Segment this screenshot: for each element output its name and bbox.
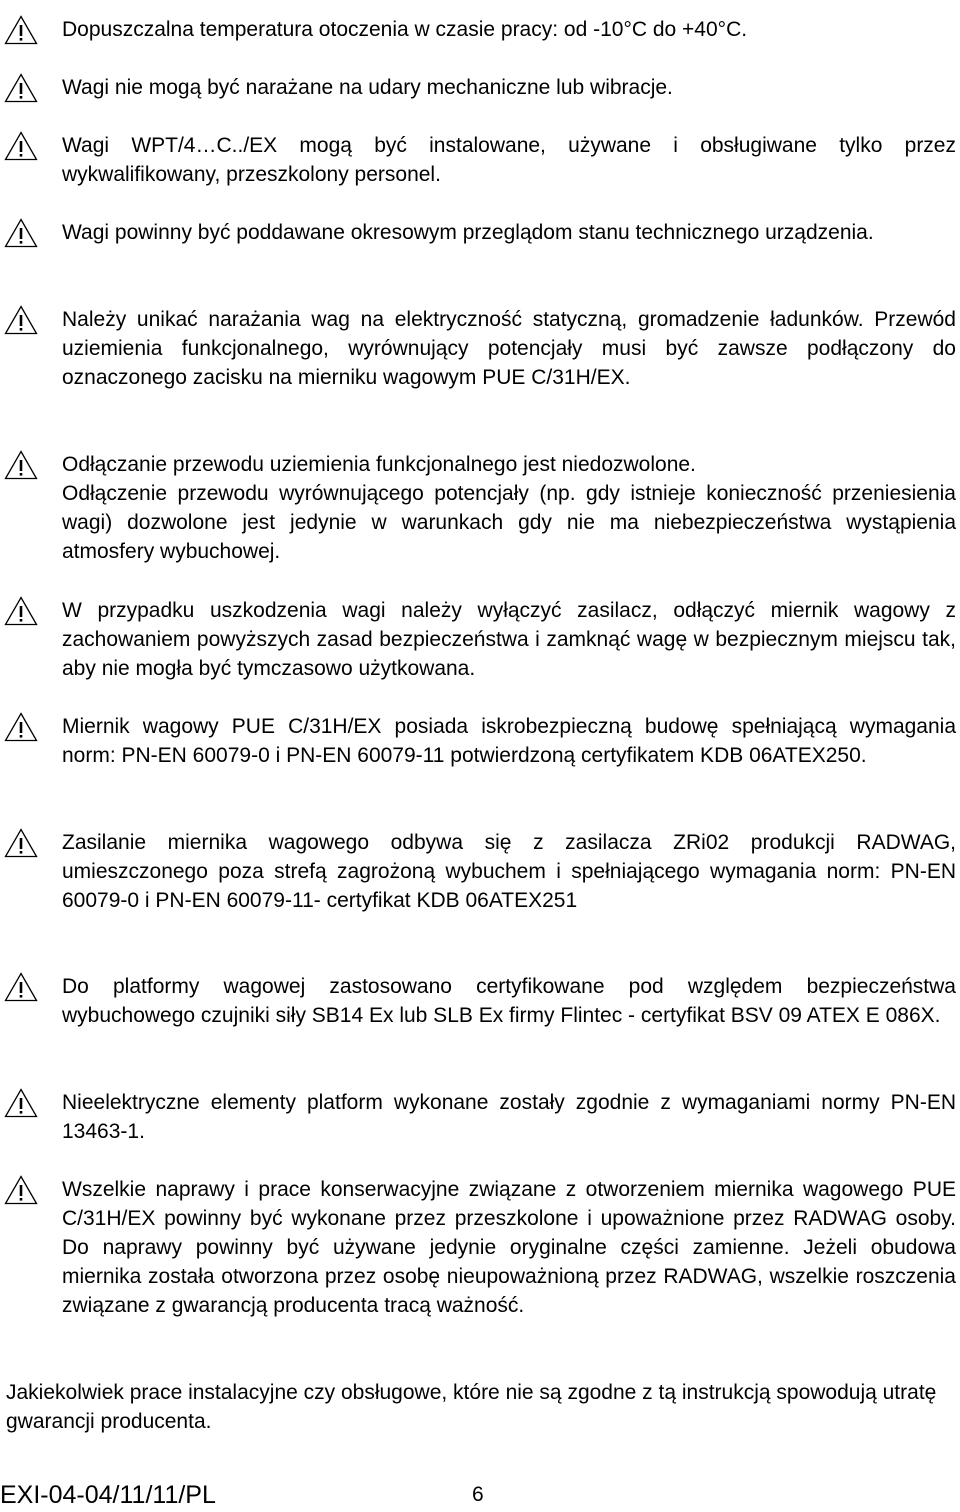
warning-paragraph: Miernik wagowy PUE C/31H/EX posiada iskrobezpieczną budowę spełniającą wymagania norm: PN-EN 60079-0 i PN-EN 60079-11 potwierdzoną certyfikatem KDB 06ATEX250. — [62, 715, 956, 767]
document-code: EXI-04-04/11/11/PL — [0, 1481, 216, 1509]
warning-item — [0, 73, 956, 102]
warning-item — [0, 596, 956, 683]
warning-triangle-icon — [4, 1175, 38, 1205]
warning-item — [0, 972, 956, 1030]
warning-triangle-icon — [4, 131, 38, 161]
warning-text — [62, 596, 956, 683]
warning-item — [0, 1088, 956, 1146]
warning-text — [62, 450, 956, 566]
warning-triangle-icon — [4, 1088, 38, 1118]
warning-paragraph: Należy unikać narażania wag na elektryczność statyczną, gromadzenie ładunków. Przewód uziemienia funkcjonalnego, wyrównujący potencjały musi być zawsze podłączony do oznaczonego zacisku na mierniku wagowym PUE C/31H/EX. — [62, 308, 956, 389]
warning-item — [0, 131, 956, 189]
warning-triangle-icon — [4, 15, 38, 45]
warning-item — [0, 828, 956, 915]
warning-item — [0, 1175, 956, 1320]
warning-item — [0, 15, 956, 44]
warning-triangle-icon — [4, 828, 38, 858]
warning-text — [62, 305, 956, 392]
warning-paragraph: Wagi WPT/4…C../EX mogą być instalowane, używane i obsługiwane tylko przez wykwalifikowany, przeszkolony personel. — [62, 134, 956, 186]
warning-text — [62, 218, 956, 247]
page-number: 6 — [472, 1483, 484, 1506]
warning-paragraph: Wagi powinny być poddawane okresowym przeglądom stanu technicznego urządzenia. — [62, 221, 874, 244]
warning-paragraph: Wagi nie mogą być narażane na udary mechaniczne lub wibracje. — [62, 76, 673, 99]
closing-note: Jakiekolwiek prace instalacyjne czy obsługowe, które nie są zgodne z tą instrukcją spowodują utratę gwarancji producenta. — [6, 1381, 937, 1433]
warning-paragraph: Odłączenie przewodu wyrównującego potencjały (np. gdy istnieje konieczność przeniesienia wagi) dozwolone jest jedynie w warunkach gdy nie ma niebezpieczeństwa wystąpienia atmosfery wybuchowej. — [62, 482, 956, 563]
warning-paragraph: Nieelektryczne elementy platform wykonane zostały zgodnie z wymaganiami normy PN-EN 13463-1. — [62, 1091, 956, 1143]
warning-triangle-icon — [4, 712, 38, 742]
warning-triangle-icon — [4, 218, 38, 248]
warning-text — [62, 828, 956, 915]
warning-text — [62, 972, 956, 1030]
warning-text — [62, 1088, 956, 1146]
warning-item — [0, 450, 956, 566]
warning-paragraph: Zasilanie miernika wagowego odbywa się z zasilacza ZRi02 produkcji RADWAG, umieszczonego poza strefą zagrożoną wybuchem i spełniającego wymagania norm: PN-EN 60079-0 i PN-EN 60079-11- certyfikat KDB 06ATEX251 — [62, 831, 956, 912]
warning-paragraph: W przypadku uszkodzenia wagi należy wyłączyć zasilacz, odłączyć miernik wagowy z zachowaniem powyższych zasad bezpieczeństwa i zamknąć wagę w bezpiecznym miejscu tak, aby nie mogła być tymczasowo użytkowana. — [62, 599, 956, 680]
warning-text — [62, 1175, 956, 1320]
warning-text — [62, 15, 956, 44]
warning-text — [62, 712, 956, 770]
warning-paragraph: Wszelkie naprawy i prace konserwacyjne związane z otworzeniem miernika wagowego PUE C/31H/EX powinny być wykonane przez przeszkolone i upoważnione przez RADWAG osoby. Do naprawy powinny być używane jedynie oryginalne części zamienne. Jeżeli obudowa miernika została otworzona przez osobę nieupoważnioną przez RADWAG, wszelkie roszczenia związane z gwarancją producenta tracą ważność. — [62, 1178, 956, 1317]
warning-triangle-icon — [4, 73, 38, 103]
warning-triangle-icon — [4, 596, 38, 626]
warning-triangle-icon — [4, 450, 38, 480]
warning-item — [0, 712, 956, 770]
warning-item — [0, 305, 956, 392]
warning-triangle-icon — [4, 972, 38, 1002]
warning-paragraph: Odłączanie przewodu uziemienia funkcjonalnego jest niedozwolone. — [62, 453, 696, 476]
warning-item — [0, 218, 956, 247]
warning-paragraph: Do platformy wagowej zastosowano certyfikowane pod względem bezpieczeństwa wybuchowego czujniki siły SB14 Ex lub SLB Ex firmy Flintec - certyfikat BSV 09 ATEX E 086X. — [62, 975, 956, 1027]
warning-text — [62, 73, 956, 102]
warning-triangle-icon — [4, 305, 38, 335]
warning-paragraph: Dopuszczalna temperatura otoczenia w czasie pracy: od -10°C do +40°C. — [62, 18, 748, 41]
warning-text — [62, 131, 956, 189]
